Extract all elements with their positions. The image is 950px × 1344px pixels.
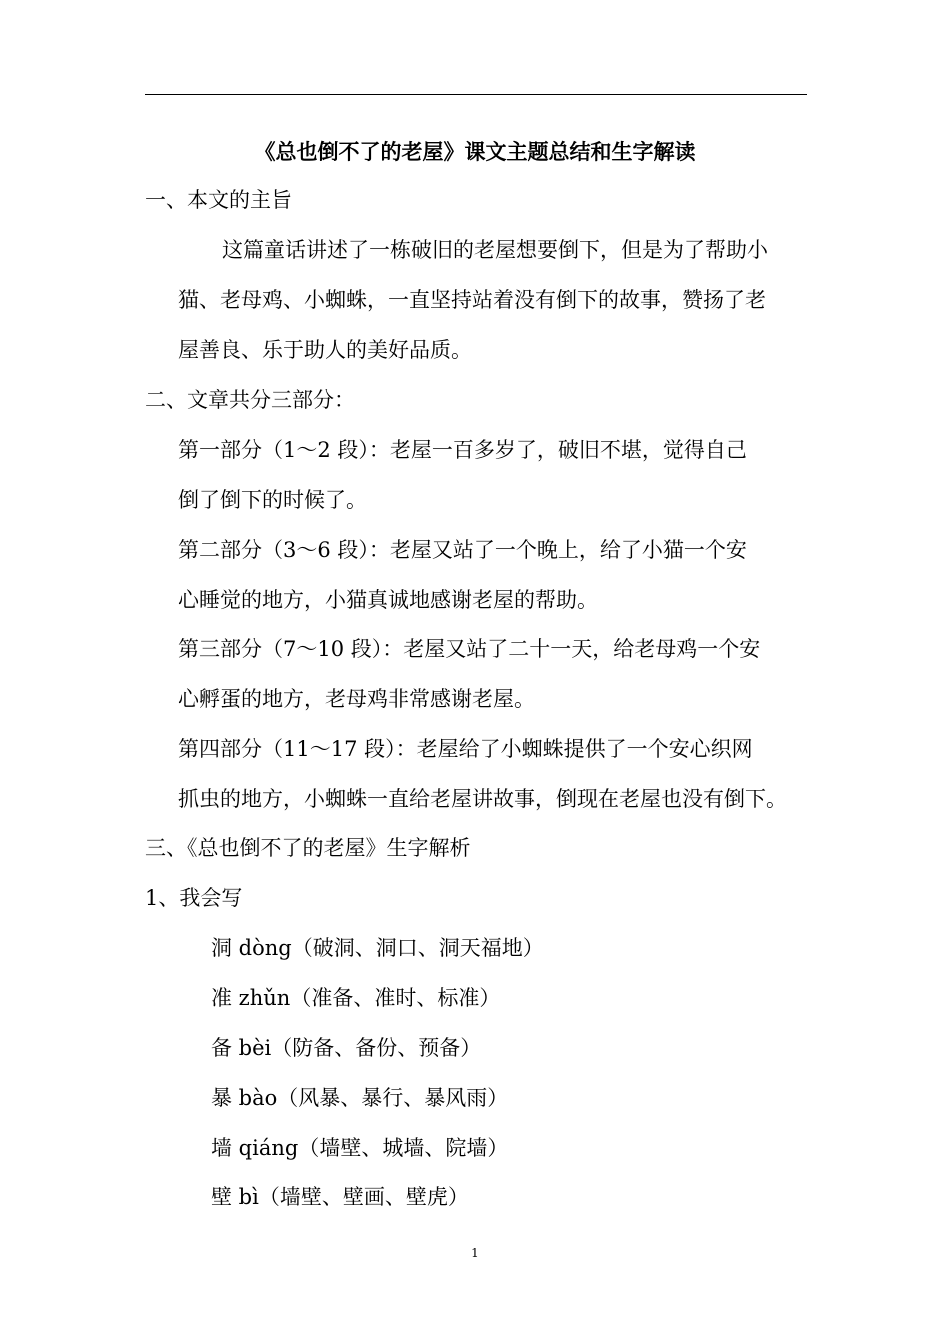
part-3-line: 第三部分（7～10 段）：老屋又站了二十一天，给老母鸡一个安 <box>178 637 761 661</box>
header-rule <box>145 94 807 95</box>
part-1-line: 第一部分（1～2 段）：老屋一百多岁了，破旧不堪，觉得自己 <box>178 438 747 462</box>
character-entry: 洞 dòng（破洞、洞口、洞天福地） <box>211 936 544 960</box>
character-entry: 准 zhǔn（准备、准时、标准） <box>211 986 501 1010</box>
document-title: 《总也倒不了的老屋》课文主题总结和生字解读 <box>254 139 696 164</box>
part-4-line: 抓虫的地方，小蜘蛛一直给老屋讲故事，倒现在老屋也没有倒下。 <box>178 787 787 811</box>
part-1-line: 倒了倒下的时候了。 <box>178 488 367 512</box>
part-4-line: 第四部分（11～17 段）：老屋给了小蜘蛛提供了一个安心织网 <box>178 737 753 761</box>
section-1-paragraph-line: 猫、老母鸡、小蜘蛛，一直坚持站着没有倒下的故事，赞扬了老 <box>178 288 766 312</box>
section-1-heading: 一、本文的主旨 <box>145 188 292 212</box>
character-entry: 暴 bào（风暴、暴行、暴风雨） <box>211 1086 509 1110</box>
part-2-line: 心睡觉的地方，小猫真诚地感谢老屋的帮助。 <box>178 588 598 612</box>
part-3-line: 心孵蛋的地方，老母鸡非常感谢老屋。 <box>178 687 535 711</box>
section-1-paragraph-line: 屋善良、乐于助人的美好品质。 <box>178 338 472 362</box>
part-2-line: 第二部分（3～6 段）：老屋又站了一个晚上，给了小猫一个安 <box>178 538 747 562</box>
page-number: 1 <box>471 1246 479 1260</box>
section-3-subheading: 1、我会写 <box>145 886 243 910</box>
character-entry: 壁 bì（墙壁、壁画、壁虎） <box>211 1185 469 1209</box>
section-3-heading: 三、《总也倒不了的老屋》生字解析 <box>145 836 471 860</box>
character-entry: 墙 qiáng（墙壁、城墙、院墙） <box>211 1136 509 1160</box>
section-2-heading: 二、文章共分三部分： <box>145 388 355 412</box>
character-entry: 备 bèi（防备、备份、预备） <box>211 1036 482 1060</box>
section-1-paragraph-line: 这篇童话讲述了一栋破旧的老屋想要倒下，但是为了帮助小 <box>222 238 768 262</box>
